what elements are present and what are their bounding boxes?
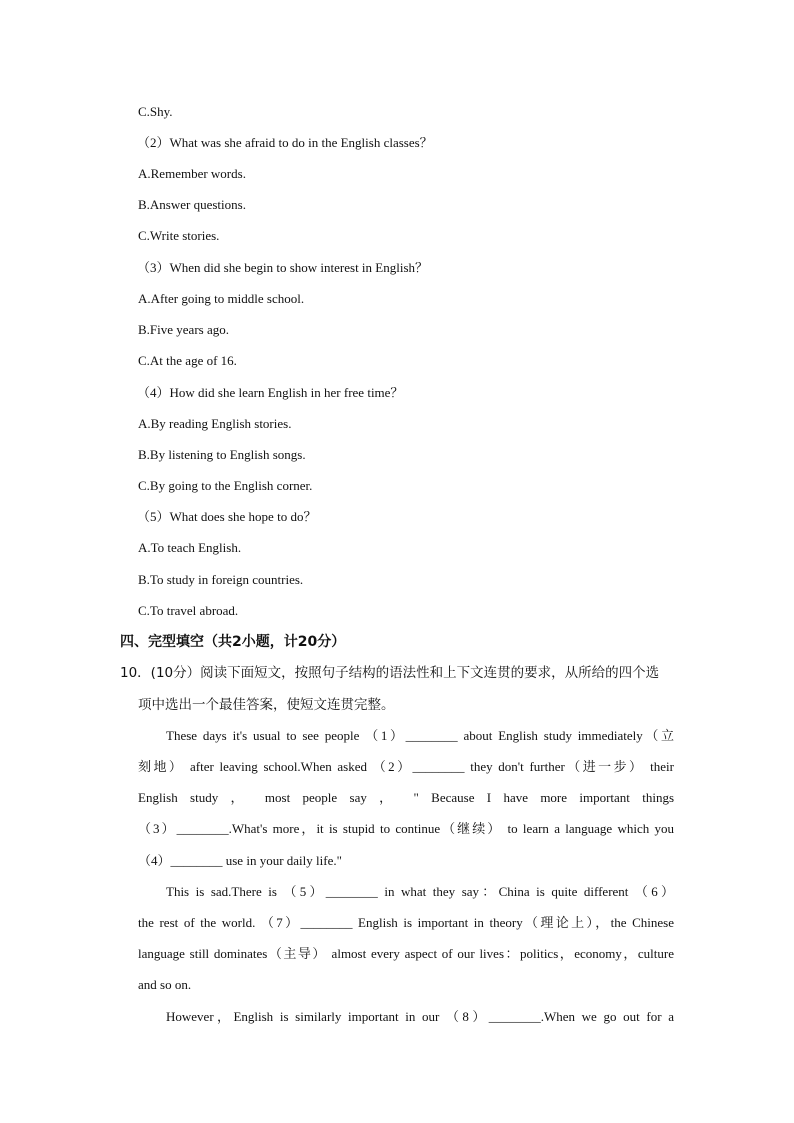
option-text: B.By listening to English songs. (138, 447, 306, 462)
option-text: B.Five years ago. (138, 322, 229, 337)
option-text: A.After going to middle school. (138, 291, 305, 306)
option-text: A.Remember words. (138, 166, 246, 181)
passage-line: the rest of the world. （7）________ English is important in theory（理论上），the Chinese (138, 915, 674, 930)
question-instruction: 项中选出一个最佳答案，使短文连贯完整。 (138, 697, 395, 713)
option-text: C.At the age of 16. (138, 353, 237, 368)
passage-line: and so on. (138, 977, 192, 992)
option-text: C.Write stories. (138, 228, 220, 243)
question-text: （2）What was she afraid to do in the English classes？ (137, 135, 433, 150)
option-text: B.To study in foreign countries. (138, 572, 304, 587)
question-text: （5）What does she hope to do？ (137, 509, 317, 524)
option-text: A.To teach English. (138, 540, 242, 555)
passage-line: （4）________ use in your daily life." (138, 853, 342, 868)
question-text: （4）How did she learn English in her free time？ (137, 385, 404, 400)
passage-line: 刻地） after leaving school.When asked （2）________ they don't further（进一步） their (138, 759, 674, 774)
option-text: C.Shy. (138, 104, 173, 119)
option-text: C.By going to the English corner. (138, 478, 313, 493)
passage-line: This is sad.There is （5）________ in what they say：China is quite different （6） (166, 884, 674, 899)
question-text: （3）When did she begin to show interest in English？ (137, 260, 429, 275)
section-heading: 四、完型填空（共2小题，计20分） (120, 634, 346, 650)
question-instruction: 10．(10分）阅读下面短文，按照句子结构的语法性和上下文连贯的要求，从所给的四个选 (120, 665, 660, 681)
option-text: B.Answer questions. (138, 197, 246, 212)
option-text: A.By reading English stories. (138, 416, 292, 431)
passage-line: However，English is similarly important in our （8）________.When we go out for a (166, 1009, 674, 1024)
passage-line: language still dominates（主导） almost every aspect of our lives：politics，economy，culture (138, 946, 674, 961)
passage-line: English study ， most people say ， " Because I have more important things (138, 790, 674, 805)
passage-line: These days it's usual to see people （1）________ about English study immediately（立 (166, 728, 674, 743)
passage-line: （3）________.What's more，it is stupid to continue（继续） to learn a language which you (138, 821, 674, 836)
option-text: C.To travel abroad. (138, 603, 239, 618)
